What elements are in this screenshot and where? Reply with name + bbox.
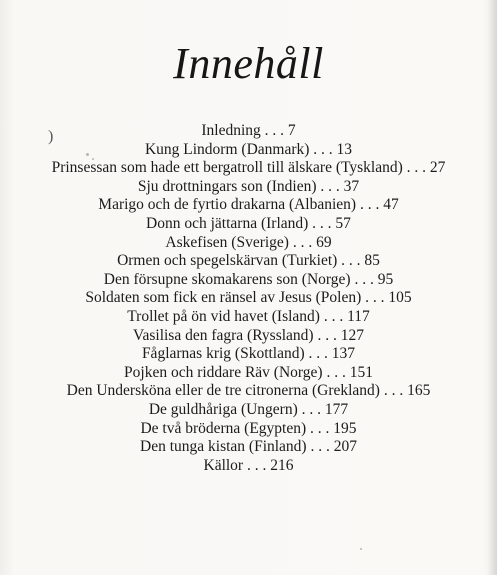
toc-entry: Inledning . . . 7 [201,122,296,139]
toc-entry: De två bröderna (Egypten) . . . 195 [140,419,357,437]
toc-entry: Den försupne skomakarens son (Norge) . . . 95 [103,270,394,288]
toc-entry: Trollet på ön vid havet (Island) . . . 117 [127,307,370,325]
toc-entry: Den tunga kistan (Finland) . . . 207 [140,438,357,456]
toc-entry: Ormen och spegelskärvan (Turkiet) . . . 85 [117,252,380,270]
toc-entry: Sju drottningars son (Indien) . . . 37 [137,177,360,195]
toc-entry: Soldaten som fick en ränsel av Jesus (Polen) . . . 105 [85,289,412,307]
toc-entry: Källor . . . 216 [203,456,294,474]
toc-entry: De guldhåriga (Ungern) . . . 177 [148,400,349,418]
toc-entry: Kung Lindorm (Danmark) . . . 13 [144,140,353,158]
table-of-contents [0,122,497,475]
page-title: Innehåll [173,39,324,88]
toc-entry: Pojken och riddare Räv (Norge) . . . 151 [124,363,373,381]
paper-speck [360,548,362,550]
toc-entry: Vasilisa den fagra (Ryssland) . . . 127 [133,326,364,344]
toc-entry: Den Undersköna eller de tre citronerna (Grekland) . . . 165 [66,382,431,400]
toc-entry: Marigo och de fyrtio drakarna (Albanien) . . . 47 [98,196,399,214]
toc-entry: Donn och jättarna (Irland) . . . 57 [146,214,351,232]
toc-entry: Fåglarnas krig (Skottland) . . . 137 [141,345,356,363]
toc-entry: Prinsessan som hade ett bergatroll till älskare (Tyskland) . . . 27 [51,159,446,177]
margin-mark: ) [48,128,54,145]
toc-entry: Askefisen (Sverige) . . . 69 [165,233,332,251]
